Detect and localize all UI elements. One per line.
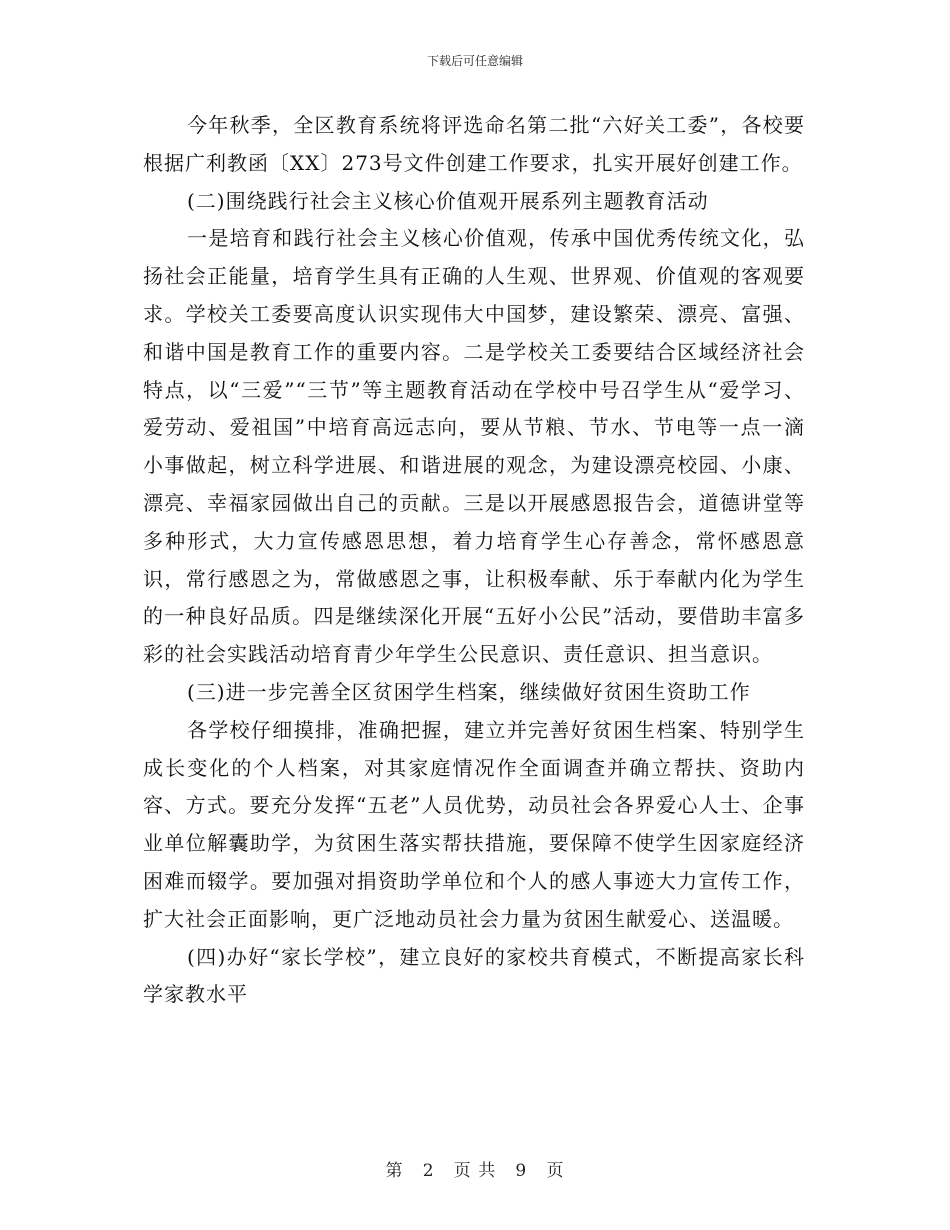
paragraph-3: 各学校仔细摸排，准确把握，建立并完善好贫困生档案、特别学生成长变化的个人档案，对其家庭情况作全面调查并确立帮扶、资助内容、方式。要充分发挥“五老”人员优势，动员社会各界爱心人士、企事业单位解囊助学，为贫困生落实帮扶措施，要保障不使学生因家庭经济困难而辍学。要加强对捐资助学单位和个人的感人事迹大力宣传工作，扩大社会正面影响，更广泛地动员社会力量为贫困生献爱心、送温暖。 [143, 717, 805, 931]
page-footer [0, 1156, 950, 1181]
section-heading-2: (二)围绕践行社会主义核心价值观开展系列主题教育活动 [187, 188, 709, 213]
page-number: 2 [422, 1161, 435, 1181]
footer-prefix: 第 [385, 1161, 404, 1181]
page-header [0, 52, 950, 69]
paragraph-1: 今年秋季，全区教育系统将评选命名第二批“六好关工委”，各校要根据广利教函〔XX〕273号文件创建工作要求，扎实开展好创建工作。 [143, 113, 805, 175]
document-body [143, 107, 805, 1014]
footer-suffix: 页 [546, 1161, 565, 1181]
page-total: 9 [515, 1161, 528, 1181]
paragraph-2: 一是培育和践行社会主义核心价值观，传承中国优秀传统文化，弘扬社会正能量，培育学生具有正确的人生观、世界观、价值观的客观要求。学校关工委要高度认识实现伟大中国梦，建设繁荣、漂亮、富强、和谐中国是教育工作的重要内容。二是学校关工委要结合区域经济社会特点，以“三爱”“三节”等主题教育活动在学校中号召学生从“爱学习、爱劳动、爱祖国”中培育高远志向，要从节粮、节水、节电等一点一滴小事做起，树立科学进展、和谐进展的观念，为建设漂亮校园、小康、漂亮、幸福家园做出自己的贡献。三是以开展感恩报告会，道德讲堂等多种形式，大力宣传感恩思想，着力培育学生心存善念，常怀感恩意识，常行感恩之为，常做感恩之事，让积极奉献、乐于奉献内化为学生的一种良好品质。四是继续深化开展“五好小公民”活动，要借助丰富多彩的社会实践活动培育青少年学生公民意识、责任意识、担当意识。 [143, 226, 805, 667]
section-heading-3: (三)进一步完善全区贫困学生档案，继续做好贫困生资助工作 [187, 679, 751, 704]
footer-middle: 页 共 [453, 1161, 497, 1181]
header-text: 下载后可任意编辑 [426, 54, 523, 68]
section-heading-4: (四)办好“家长学校”，建立良好的家校共育模式，不断提高家长科学家教水平 [143, 944, 805, 1007]
